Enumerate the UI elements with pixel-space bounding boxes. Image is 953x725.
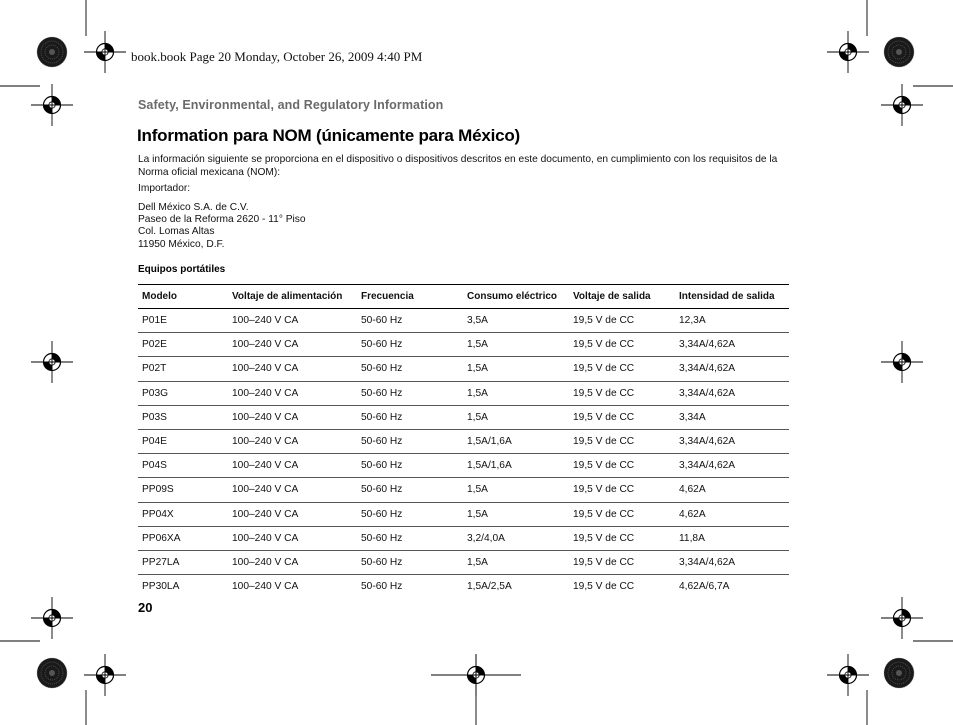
column-header: Modelo — [138, 285, 228, 309]
table-row — [138, 429, 789, 453]
table-cell: 100–240 V CA — [228, 502, 357, 526]
table-cell: 50-60 Hz — [357, 550, 463, 574]
table-cell: 100–240 V CA — [228, 381, 357, 405]
table-cell: 1,5A/1,6A — [463, 429, 569, 453]
table-header-row — [138, 285, 789, 309]
table-cell: 100–240 V CA — [228, 405, 357, 429]
table-row — [138, 478, 789, 502]
table-cell: 50-60 Hz — [357, 405, 463, 429]
address-line: Paseo de la Reforma 2620 - 11° Piso — [138, 214, 306, 226]
table-cell: 50-60 Hz — [357, 429, 463, 453]
address-line: 11950 México, D.F. — [138, 238, 225, 250]
table-cell: 50-60 Hz — [357, 381, 463, 405]
table-cell: PP09S — [138, 478, 228, 502]
table-cell: PP27LA — [138, 550, 228, 574]
table-cell: 19,5 V de CC — [569, 502, 675, 526]
table-cell: P04S — [138, 454, 228, 478]
column-header: Voltaje de alimentación — [228, 285, 357, 309]
table-cell: 11,8A — [675, 526, 789, 550]
table-cell: 4,62A — [675, 478, 789, 502]
table-cell: 1,5A — [463, 550, 569, 574]
table-cell: 3,34A/4,62A — [675, 429, 789, 453]
table-cell: 3,2/4,0A — [463, 526, 569, 550]
table-cell: 50-60 Hz — [357, 333, 463, 357]
table-cell: 1,5A — [463, 333, 569, 357]
table-cell: 100–240 V CA — [228, 357, 357, 381]
table-cell: 4,62A — [675, 502, 789, 526]
table-row — [138, 333, 789, 357]
table-cell: PP06XA — [138, 526, 228, 550]
table-cell: 1,5A/1,6A — [463, 454, 569, 478]
table-row — [138, 454, 789, 478]
table-cell: 100–240 V CA — [228, 454, 357, 478]
table-cell: 50-60 Hz — [357, 526, 463, 550]
table-cell: 19,5 V de CC — [569, 550, 675, 574]
table-cell: P02T — [138, 357, 228, 381]
table-row — [138, 405, 789, 429]
table-cell: 50-60 Hz — [357, 454, 463, 478]
page-number: 20 — [138, 600, 153, 615]
table-header — [138, 285, 789, 309]
column-header: Intensidad de salida — [675, 285, 789, 309]
table-cell: PP30LA — [142, 581, 180, 593]
table-cell: 100–240 V CA — [228, 478, 357, 502]
table-cell: 19,5 V de CC — [569, 526, 675, 550]
table-cell: 100–240 V CA — [228, 333, 357, 357]
intro-paragraph: La información siguiente se proporciona en el dispositivo o dispositivos descritos en este documento, en cumplimiento con los requisitos de la Norma oficial mexicana (NOM): — [138, 154, 778, 178]
address-line: Col. Lomas Altas — [138, 226, 215, 238]
table-cell: 19,5 V de CC — [569, 478, 675, 502]
table-row — [138, 309, 789, 333]
table-cell: 19,5 V de CC — [573, 581, 635, 593]
table-cell: 100–240 V CA — [228, 526, 357, 550]
table-row — [138, 550, 789, 574]
table-cell: 19,5 V de CC — [569, 309, 675, 333]
table-cell: 1,5A/2,5A — [467, 581, 512, 593]
table-row — [138, 526, 789, 550]
column-header: Frecuencia — [357, 285, 463, 309]
table-cell: 50-60 Hz — [357, 478, 463, 502]
table-cell: 3,5A — [463, 309, 569, 333]
table-title: Equipos portátiles — [138, 264, 226, 275]
table-cell: 3,34A/4,62A — [675, 357, 789, 381]
print-header: book.book Page 20 Monday, October 26, 2009 4:40 PM — [131, 49, 423, 64]
table-cell: 50-60 Hz — [361, 581, 403, 593]
table-cell: 100–240 V CA — [228, 429, 357, 453]
table-row — [138, 357, 789, 381]
table-cell: 19,5 V de CC — [569, 357, 675, 381]
table-cell: PP04X — [138, 502, 228, 526]
table-cell: 1,5A — [463, 381, 569, 405]
importer-label: Importador: — [138, 183, 191, 194]
table-cell: 50-60 Hz — [357, 309, 463, 333]
table-cell: 19,5 V de CC — [569, 405, 675, 429]
table-cell: 1,5A — [463, 357, 569, 381]
table-cell: 4,62A/6,7A — [679, 581, 730, 593]
address-line: Dell México S.A. de C.V. — [138, 202, 249, 213]
table-cell: 1,5A — [463, 502, 569, 526]
table-cell: 3,34A/4,62A — [675, 550, 789, 574]
table-cell: 3,34A — [675, 405, 789, 429]
table-cell: 19,5 V de CC — [569, 381, 675, 405]
nom-table — [138, 284, 789, 598]
table-cell: P01E — [138, 309, 228, 333]
table-cell: 1,5A — [463, 405, 569, 429]
table-cell: 3,34A/4,62A — [675, 333, 789, 357]
table-cell: 50-60 Hz — [357, 357, 463, 381]
table-cell: P02E — [138, 333, 228, 357]
column-header: Consumo eléctrico — [463, 285, 569, 309]
table-cell: 50-60 Hz — [357, 502, 463, 526]
table-cell: P03S — [138, 405, 228, 429]
table-cell: 100–240 V CA — [232, 581, 299, 593]
table-cell: P04E — [138, 429, 228, 453]
column-header: Voltaje de salida — [569, 285, 675, 309]
table-row — [138, 575, 789, 599]
table-cell: 19,5 V de CC — [569, 429, 675, 453]
table-body — [138, 309, 789, 599]
table-cell: 100–240 V CA — [228, 309, 357, 333]
table-cell: P03G — [138, 381, 228, 405]
table-cell: 12,3A — [675, 309, 789, 333]
table-cell: 100–240 V CA — [228, 550, 357, 574]
section-title: Safety, Environmental, and Regulatory Information — [138, 98, 444, 112]
table-cell: 3,34A/4,62A — [675, 381, 789, 405]
table-cell: 19,5 V de CC — [569, 454, 675, 478]
page-title: Information para NOM (únicamente para México) — [137, 126, 521, 145]
table-cell: 19,5 V de CC — [569, 333, 675, 357]
importer-address — [138, 202, 306, 251]
table-row — [138, 502, 789, 526]
table-cell: 1,5A — [463, 478, 569, 502]
table-row — [138, 381, 789, 405]
table-cell: 3,34A/4,62A — [675, 454, 789, 478]
